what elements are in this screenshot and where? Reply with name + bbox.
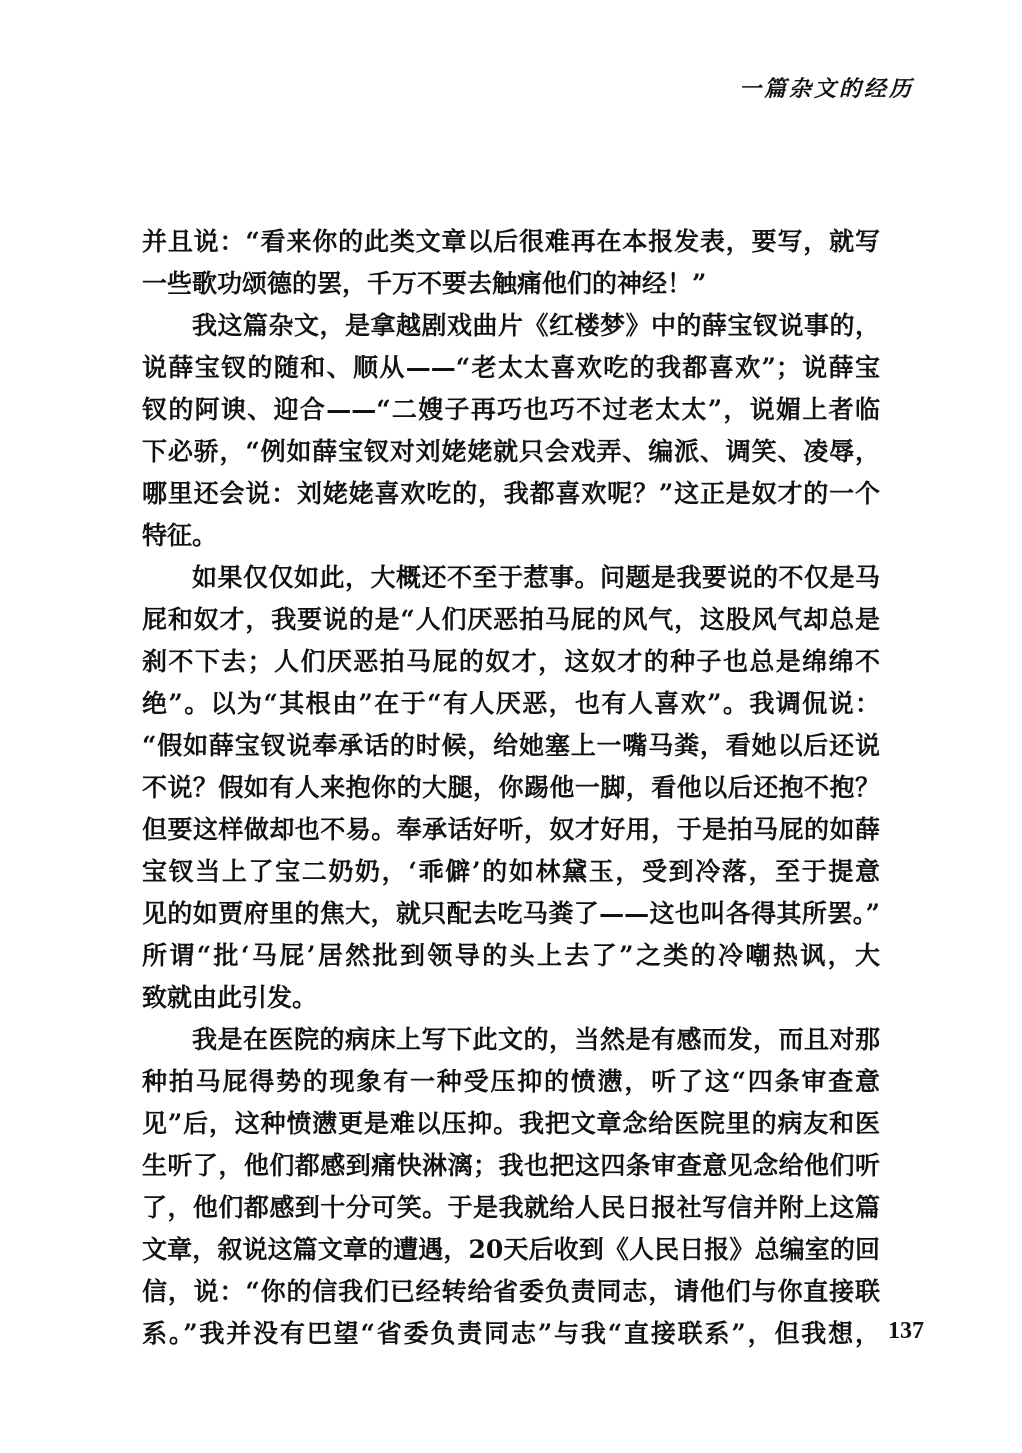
text-line: 种拍马屁得势的现象有一种受压抑的愤懑，听了这“四条审查意 — [142, 1067, 880, 1096]
text-line: 下必骄，“例如薛宝钗对刘姥姥就只会戏弄、编派、调笑、凌辱， — [142, 437, 880, 466]
text-line: 哪里还会说：刘姥姥喜欢吃的，我都喜欢呢？”这正是奴才的一个 — [142, 479, 880, 508]
text-line: 如果仅仅如此，大概还不至于惹事。问题是我要说的不仅是马 — [192, 563, 880, 592]
text-line: 宝钗当上了宝二奶奶，‘乖僻’的如林黛玉，受到冷落，至于提意 — [142, 857, 880, 886]
text-line: 绝”。以为“其根由”在于“有人厌恶，也有人喜欢”。我调侃说： — [142, 689, 880, 718]
body-text — [142, 221, 880, 1355]
page-number: 137 — [888, 1318, 924, 1344]
text-line: 钗的阿谀、迎合——“二嫂子再巧也巧不过老太太”，说媚上者临 — [142, 395, 880, 424]
text-line: 生听了，他们都感到痛快淋漓；我也把这四条审查意见念给他们听 — [142, 1151, 880, 1180]
text-line: 刹不下去；人们厌恶拍马屁的奴才，这奴才的种子也总是绵绵不 — [142, 647, 880, 676]
text-line: 说薛宝钗的随和、顺从——“老太太喜欢吃的我都喜欢”；说薛宝 — [142, 353, 880, 382]
text-line: “假如薛宝钗说奉承话的时候，给她塞上一嘴马粪，看她以后还说 — [142, 731, 880, 760]
text-line: 信，说：“你的信我们已经转给省委负责同志，请他们与你直接联 — [142, 1277, 880, 1306]
text-line: 并且说：“看来你的此类文章以后很难再在本报发表，要写，就写 — [142, 227, 880, 256]
text-line: 致就由此引发。 — [142, 983, 318, 1012]
running-header-title: 一篇杂文的经历 — [738, 76, 914, 102]
text-line: 一些歌功颂德的罢，千万不要去触痛他们的神经！” — [142, 269, 707, 298]
text-line: 见”后，这种愤懑更是难以压抑。我把文章念给医院里的病友和医 — [142, 1109, 880, 1138]
text-line: 文章，叙说这篇文章的遭遇，20天后收到《人民日报》总编室的回 — [142, 1235, 880, 1264]
text-line: 所谓“批‘马屁’居然批到领导的头上去了”之类的冷嘲热讽，大 — [142, 941, 880, 970]
text-line: 屁和奴才，我要说的是“人们厌恶拍马屁的风气，这股风气却总是 — [142, 605, 880, 634]
text-line: 我是在医院的病床上写下此文的，当然是有感而发，而且对那 — [192, 1025, 880, 1054]
text-line: 系。”我并没有巴望“省委负责同志”与我“直接联系”，但我想， — [142, 1319, 880, 1348]
text-line: 见的如贾府里的焦大，就只配去吃马粪了——这也叫各得其所罢。” — [142, 899, 880, 928]
text-line: 我这篇杂文，是拿越剧戏曲片《红楼梦》中的薛宝钗说事的， — [192, 311, 880, 340]
text-line: 特征。 — [142, 521, 218, 550]
text-line: 但要这样做却也不易。奉承话好听，奴才好用，于是拍马屁的如薛 — [142, 815, 880, 844]
text-line: 不说？假如有人来抱你的大腿，你踢他一脚，看他以后还抱不抱？ — [142, 773, 880, 802]
text-line: 了，他们都感到十分可笑。于是我就给人民日报社写信并附上这篇 — [142, 1193, 880, 1222]
